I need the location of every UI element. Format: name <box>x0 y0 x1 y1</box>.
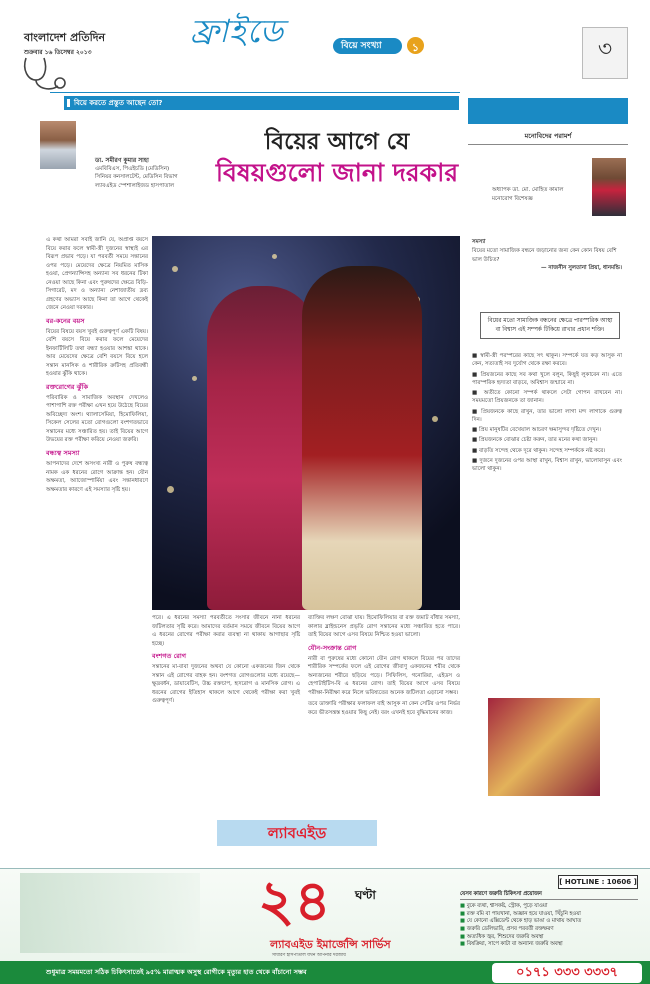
groom-figure <box>302 266 422 610</box>
issue-number: ১ <box>405 35 426 56</box>
topic-bar: বিয়ে করতে প্রস্তুত আছেন তো? <box>64 96 459 110</box>
section-text: ব্যাক্তির লক্ষণ বোঝা যায়। হিমোফিলিয়ার বা রক্ত জমাট বাঁধার সমস্যা, কালার ব্লাইন্ডনেস প্রভৃতি রোগ সন্তানের মধ্যে সঞ্চারিত হতে পারে। তাই বিয়ের আগে এসব বিষয়ে নিশ্চিত হওয়া ভালো। <box>308 615 460 639</box>
ad-phone-number: ০১৭১ ৩৩৩ ৩৩৩৭ <box>492 963 642 983</box>
photo-sparkle <box>272 254 277 259</box>
article-closing: তবে ডাক্তারি পরীক্ষার ফলাফল বাই আসুক না কেন সেটির ওপর নির্ভর করে ভীতসন্ত্রস্ত হওয়ার কিছু নেই। বরং এখনই হবে বুদ্ধিমানের কাজ। <box>308 701 460 716</box>
masthead <box>0 0 650 92</box>
advisor-info <box>492 186 592 204</box>
ad-reason-item: ■ বুকে ব্যথা, শ্বাসকষ্ট, স্ট্রোক, পুড়ে যাওয়া <box>460 903 638 911</box>
issue-label: বিয়ে সংখ্যা <box>333 38 402 54</box>
advice-tip: ■ অতীতে কোনো সম্পর্ক থাকলে সেটা গোপন রাখবেন না। সময়মতো প্রিয়জনকে তা জানান। <box>472 389 622 406</box>
pull-quote: বিয়ের মতো সামাজিক বন্ধনের ক্ষেত্রে পারস্পরিক আস্থা বা বিশ্বাস এই সম্পর্ক টিকিয়ে রাখার প্রধান শক্তি। <box>480 312 620 339</box>
ad-service-name: ল্যাবএইড ইমার্জেন্সি সার্ভিস <box>270 938 391 951</box>
question-text: বিয়ের মতো সামাজিক বন্ধনে জড়ানোর জন্য কেন কোন বিষয় বেশি ভাল উচিত? <box>472 247 617 263</box>
emergency-service-ad <box>0 868 650 984</box>
section-text: সন্তানের মা-বাবা দুজনের অথবা যে কোনো একজনের জিন থেকে সন্তান এই রোগের বাহক হন। বংশগত রোগগুলোর মধ্যে রয়েছে—ক্ষুদ্রবর্ধন, ডায়াবেটিস, উচ্চ রক্তচাপ, হৃদরোগ ও মানসিক রোগ। এ ধরনের রোগের ইতিহাস থাকলে আগে থেকেই পরীক্ষা করা খুবই গুরুত্বপূর্ণ। <box>152 664 300 705</box>
advice-tip: ■ প্রিয়জনকে বোঝার চেষ্টা করুন, তার মনের কথা জানুন। <box>472 436 622 444</box>
article-column-right <box>308 614 460 720</box>
ad-reasons-list <box>460 903 638 949</box>
labaid-logo: ল্যাবএইড <box>217 820 377 846</box>
advisor-role: মনোরোগ বিশেষজ্ঞ <box>492 195 533 202</box>
article-intro: এ কথা আমরা সবাই জানি যে, অপ্রাপ্ত বয়সে বিয়ে করার ফলে স্বামী-স্ত্রী দুজনের স্বাস্থ্যই এর বিরূপ প্রভাব পড়ে। যা পরবর্তী সময়ে সন্তানের ওপর পড়ে। মেয়েদের ক্ষেত্রে নিয়মিত মাসিক হওয়া, প্রেগন্যান্সিসহ অন্যান্য সব ধরনের টিকা নেওয়া আছে কিনা এবং পুরুষদের ক্ষেত্রে বিড়ি-সিগারেট, মদ ও অন্যান্য নেশাজাতীয় দ্রব্য গ্রহণের অভ্যাস আছে কিনা তা আগে থেকেই জেনে নেওয়া দরকার। <box>46 237 148 312</box>
section-heading: যৌন-সংক্রান্ত রোগ <box>308 643 357 652</box>
section-text: নারী বা পুরুষের মধ্যে কোনো যৌন রোগ থাকলে বিয়ের পর তাদের শারীরিক সম্পর্কের ফলে এই রোগের জীবাণু একজনের শরীর থেকে অন্যজনের শরীরে ছড়িয়ে পড়ে। সিফিলিস, গনোরিয়া, এইডস ও হেপাটাইটিস-বি এ ধরনের রোগ। তাই বিয়ের আগে এসব বিষয়ে পরীক্ষা-নিরীক্ষা করে নিলে ভবিষ্যতের অনেক জটিলতা এড়ানো সম্ভব। <box>308 655 460 696</box>
advisor-photo <box>592 158 626 216</box>
ad-list-title: যেসব কারণে জরুরি চিকিৎসা প্রয়োজন <box>460 891 638 900</box>
wedding-couple-photo <box>152 236 460 610</box>
ad-tagline: সাধারণ হাসপাতাল যখন আপনার দরজায় <box>272 953 346 958</box>
advice-tip: ■ প্রিয়জনের কাছে সব কথা খুলে বলুন, কিছুই লুকাবেন না। এতে পারস্পরিক হৃদ্যতা বাড়বে, অবিশ্বাস জন্মাবে না। <box>472 371 622 388</box>
author-role: সিনিয়র কনসালটেন্ট, মেডিসিন বিভাগ <box>95 174 178 181</box>
headline-line-2: বিষয়গুলো জানা দরকার <box>215 157 459 187</box>
sidebar-header-band <box>468 98 628 124</box>
section-text: পরিবারিক ও সামাজিক অবস্থান দেখলেও পাশাপাশি রক্ত পরীক্ষা এখন হয়ে উঠেছে বিয়ের অবিচ্ছেদ্য অংশ। থ্যালাসেমিয়া, হিমোফিলিয়া, সিকেল সেলের মতো রোগগুলো বংশগতভাবে সন্তানের মধ্যে সঞ্চারিত হয়। তাই বিয়ের আগে উভয়ের রক্ত পরীক্ষা করিয়ে নেওয়া জরুরি। <box>46 394 148 444</box>
advice-tip: ■ বাড়তি সন্দেহ থেকে দূরে থাকুন। সন্দেহ সম্পর্ককে নষ্ট করে। <box>472 447 622 455</box>
section-text: বিয়ের বিষয়ে বয়স খুবই গুরুত্বপূর্ণ একটি বিষয়। বেশি বয়সে বিয়ে করার ফলে মেয়েদের ইনফার্টিলিটি তথা বন্ধ্যা হওয়ার আশঙ্কা থাকে। আর মেয়েদের ক্ষেত্রে বেশি বয়সে বিয়ে হলে সন্তান মানসিক ও শারীরিক ক্রটিসহ প্রতিবন্ধী হওয়ার ঝুঁকি থাকে। <box>46 328 148 378</box>
question-asker: — নাজনীন সুলতানা প্রিয়া, ধানমন্ডি। <box>541 265 622 272</box>
advice-tip: ■ প্রিয়জনকে কাছে রাখুন, তার ভালো লাগা মন্দ লাগাকে গুরুত্ব দিন। <box>472 408 622 425</box>
issue-date: শুক্রবার ১৬ ডিসেম্বর ২০১৩ <box>24 48 92 56</box>
newspaper-logo <box>24 30 124 58</box>
photo-sparkle <box>192 376 197 381</box>
advisor-name: অধ্যাপক ডা. মো. মোহিত কামাল <box>492 187 564 193</box>
sidebar-divider <box>468 144 628 145</box>
sidebar-title: মনোবিদের পরামর্শ <box>524 132 572 140</box>
ad-reason-item: ■ রক্ত বমি বা পায়খানা, অজ্ঞান হয়ে যাওয়া, খিঁচুনি হওয়া <box>460 911 638 919</box>
ad-reason-item: ■ অত্যধিক জ্বর, শিশুদের জরুরি অবস্থা <box>460 934 638 942</box>
ad-hours-label: ঘণ্টা <box>355 888 376 902</box>
ad-reason-item: ■ যে কোনো এক্সিডেন্ট থেকে হাড় ভাঙা ও মাথায় আঘাত <box>460 918 638 926</box>
page-number: ৩ <box>597 37 613 62</box>
section-heading: বংশগত রোগ <box>152 652 187 661</box>
author-hospital: ল্যাবএইড স্পেশালাইজড হাসপাতাল <box>95 182 175 189</box>
author-name: ডা. সমীরণ কুমার সাহা <box>95 157 149 164</box>
ad-reason-item: ■ জরুরি ডেলিভারি, প্রসব পরবর্তী রক্তক্ষরণ <box>460 926 638 934</box>
newspaper-name: বাংলাদেশ প্রতিদিন <box>24 31 106 44</box>
section-text: পরে। এ ধরনের সমস্যা পরবর্তীতে সংসার জীবনে নানা ধরনের জটিলতার সৃষ্টি করে। আমাদের বর্তমান সময়ে জীবনে বিয়ের আগে এ ধরনের রোগের পরীক্ষা করার ব্যবস্থা না থাকায় আগাছার সৃষ্টি হচ্ছে। <box>152 615 300 647</box>
photo-sparkle <box>172 266 178 272</box>
article-column-left <box>46 236 148 497</box>
advice-tip: ■ প্রিয় মানুষটির বেখেয়াল আচরণ ক্ষমাসুন্দর দৃষ্টিতে দেখুন। <box>472 426 622 434</box>
photo-sparkle <box>167 486 174 493</box>
article-headline <box>212 128 462 189</box>
author-credentials: এমবিবিএস, পিএইচডি (মেডিসিন) <box>95 166 170 172</box>
advice-tip: ■ দুজনে দুজনের ওপর আস্থা রাখুন, বিশ্বাস রাখুন, ভালোবাসুন এবং ভালো থাকুন। <box>472 457 622 474</box>
advice-tip: ■ স্বামী-স্ত্রী পরস্পরের কাছে সৎ থাকুন। সম্পর্কে যত কড় আসুক না কেন, সত্যতাই সব দুর্যোগ থেকে রক্ষা করবে। <box>472 352 622 369</box>
question-label: সমস্যা <box>472 239 486 245</box>
headline-line-1: বিয়ের আগে যে <box>264 128 410 155</box>
ad-bottom-text: শুধুমাত্র সময়মতো সঠিক চিকিৎসাতেই ৯৫% মারাত্মক অসুস্থ রোগীকে মৃত্যুর হাত থেকে বাঁচানো সম্ভব <box>46 968 307 976</box>
section-text: আপনাদের দেশে অসংখ্য নারী ও পুরুষ বন্ধ্যত্ব নামক এক ধরনের রোগে আক্রান্ত হন। যৌন অক্ষমতা, অ্যাজোস্পার্মিয়া এবং সন্তানধারণে অক্ষমতার কারণে এই সমস্যার সৃষ্টি হয়। <box>46 461 148 493</box>
photo-sparkle <box>432 416 438 422</box>
ad-background-image <box>20 873 200 953</box>
ad-reason-item: ■ বিষক্রিয়া, সাপে কাটা বা অন্যান্য জরুরি অবস্থা <box>460 941 638 949</box>
supplement-title: ফ্রাইডে <box>190 12 285 50</box>
advice-tips <box>472 352 622 475</box>
article-column-middle <box>152 614 300 709</box>
question-block <box>472 238 622 273</box>
sidebar-couple-photo <box>488 698 600 796</box>
section-heading: বন্ধ্যত্ব সমস্যা <box>46 448 80 457</box>
header-divider <box>50 92 460 93</box>
ad-big-number: ২৪ <box>258 868 331 934</box>
stethoscope-icon <box>20 56 70 94</box>
hotline-box: [ HOTLINE : 10606 ] <box>558 875 638 889</box>
advice-sidebar <box>468 98 628 886</box>
author-photo <box>40 121 76 169</box>
section-heading: বর-কনের বয়স <box>46 316 85 325</box>
bride-figure <box>207 286 317 610</box>
section-heading: রক্তরোগের ঝুঁকি <box>46 382 88 391</box>
